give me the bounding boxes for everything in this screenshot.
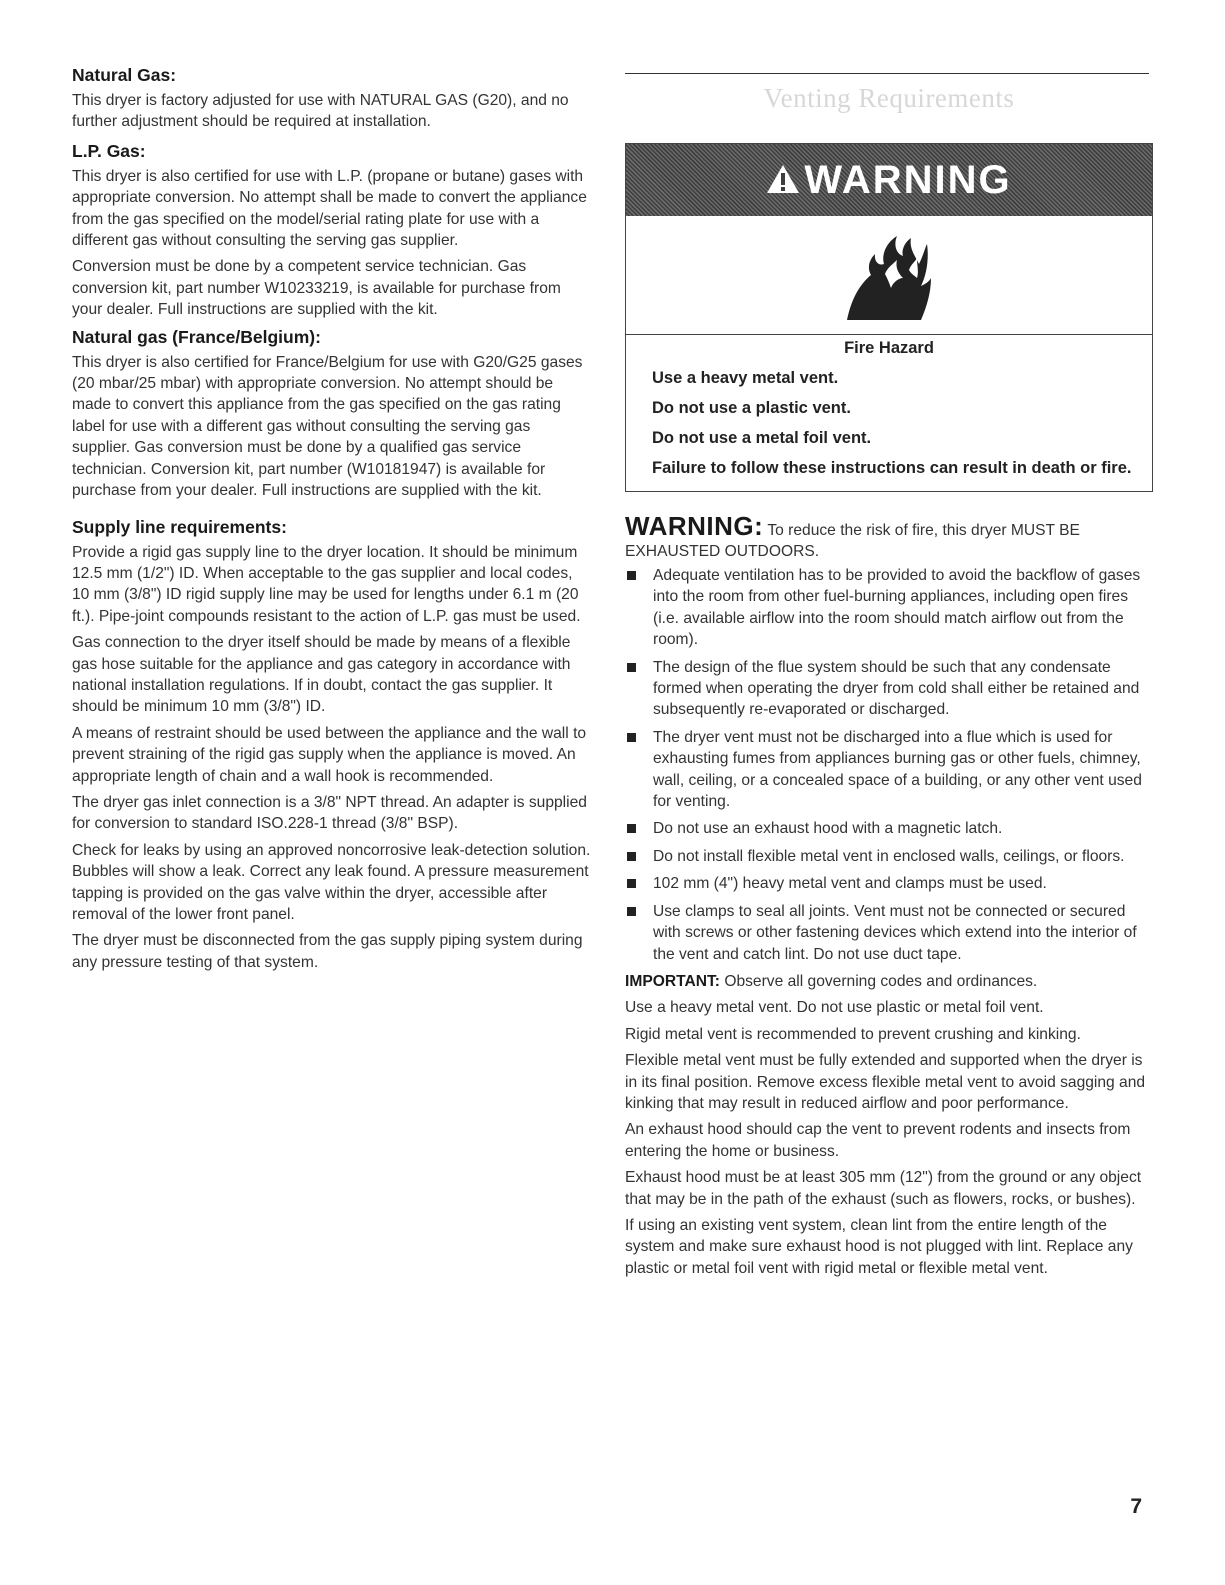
list-item: Adequate ventilation has to be provided to avoid the backflow of gases into the room from other fuel-burning appliances, including open fires (i.e. available airflow into the room should match airflow out from the room).: [625, 565, 1153, 651]
supply-paragraph: Check for leaks by using an approved noncorrosive leak-detection solution. Bubbles will show a leak. Correct any leak found. A pressure measurement tapping is provided on the gas valve within the dryer, accessible after removal of the lower front panel.: [72, 841, 591, 923]
warning-line: Use a heavy metal vent.: [652, 369, 839, 387]
square-bullet-icon: [627, 663, 636, 672]
flame-panel: [626, 216, 1152, 335]
square-bullet-icon: [627, 571, 636, 580]
natural-gas-fb-heading: Natural gas (France/Belgium):: [72, 326, 321, 347]
warning-triangle-icon: [766, 164, 800, 199]
list-item: The dryer vent must not be discharged into a flue which is used for exhausting fumes from appliances burning gas or other fuels, chimney, wall, ceiling, or a concealed space of a building, or any other vent used for venting.: [625, 727, 1153, 813]
supply-paragraph: The dryer gas inlet connection is a 3/8" NPT thread. An adapter is supplied for conversion to standard ISO.228-1 thread (3/8" BSP).: [72, 793, 587, 833]
important-label: IMPORTANT:: [625, 972, 720, 990]
warning-lead-word: WARNING:: [625, 511, 764, 541]
venting-paragraph: Rigid metal vent is recommended to prevent crushing and kinking.: [625, 1025, 1081, 1043]
natural-gas-fb-section: [72, 326, 592, 502]
natural-gas-section: [72, 64, 592, 133]
lp-gas-paragraph: This dryer is also certified for use with L.P. (propane or butane) gases with appropriate conversion. No attempt shall be made to convert the appliance from the gas specified on the model/serial rating plate for use with a different gas without consulting the serving gas supplier.: [72, 167, 587, 250]
square-bullet-icon: [627, 879, 636, 888]
section-title: Venting Requirements: [763, 83, 1015, 113]
venting-paragraph: Exhaust hood must be at least 305 mm (12") from the ground or any object that may be in the path of the exhaust (such as flowers, rocks, or bushes).: [625, 1169, 1142, 1208]
warning-line: Do not use a metal foil vent.: [652, 429, 872, 447]
left-column: [72, 64, 592, 978]
warning-line: Failure to follow these instructions can result in death or fire.: [652, 459, 1132, 477]
flame-icon: [841, 230, 936, 322]
lp-gas-heading: L.P. Gas:: [72, 140, 146, 161]
important-note: [625, 971, 1153, 992]
page-number: 7: [1130, 1495, 1142, 1518]
supply-paragraph: A means of restraint should be used between the appliance and the wall to prevent straining of the rigid gas supply when the appliance is moved. An appropriate length of chain and a wall hook is recommended.: [72, 724, 587, 785]
warning-header-text: WARNING: [804, 157, 1012, 202]
list-item: Use clamps to seal all joints. Vent must not be connected or secured with screws or other fastening devices which extend into the interior of the vent and catch lint. Do not use duct tape.: [625, 901, 1153, 965]
list-item: Do not install flexible metal vent in enclosed walls, ceilings, or floors.: [625, 846, 1153, 867]
supply-paragraph: Gas connection to the dryer itself should be made by means of a flexible gas hose suitable for the appliance and gas category in accordance with national installation regulations. If in doubt, contact the gas supplier. It should be minimum 10 mm (3/8") ID.: [72, 634, 571, 716]
square-bullet-icon: [627, 824, 636, 833]
warning-box: [625, 143, 1153, 492]
important-text: Observe all governing codes and ordinances.: [720, 972, 1038, 990]
fire-hazard-label: Fire Hazard: [844, 339, 934, 357]
supply-paragraph: The dryer must be disconnected from the gas supply piping system during any pressure testing of that system.: [72, 932, 583, 971]
venting-bullet-list: [625, 565, 1153, 965]
list-item: The design of the flue system should be such that any condensate formed when operating the dryer from cold shall either be retained and subsequently re-evaporated or discharged.: [625, 657, 1153, 721]
section-rule: [625, 73, 1149, 74]
venting-paragraph: An exhaust hood should cap the vent to prevent rodents and insects from entering the home or business.: [625, 1121, 1131, 1160]
warning-header: [626, 144, 1152, 216]
natural-gas-paragraph: This dryer is factory adjusted for use with NATURAL GAS (G20), and no further adjustment should be required at installation.: [72, 92, 569, 131]
list-item: 102 mm (4") heavy metal vent and clamps must be used.: [625, 873, 1153, 894]
supply-heading: Supply line requirements:: [72, 516, 287, 537]
list-item: Do not use an exhaust hood with a magnetic latch.: [625, 818, 1153, 839]
venting-paragraph: Flexible metal vent must be fully extended and supported when the dryer is in its final position. Remove excess flexible metal vent to avoid sagging and kinking that may result in reduced airflow and poor performance.: [625, 1052, 1146, 1112]
supply-section: [72, 516, 592, 974]
lp-gas-paragraph: Conversion must be done by a competent service technician. Gas conversion kit, part number W10233219, is available for purchase from your dealer. Full instructions are supplied with the kit.: [72, 258, 561, 319]
square-bullet-icon: [627, 733, 636, 742]
natural-gas-fb-paragraph: This dryer is also certified for France/Belgium for use with G20/G25 gases (20 mbar/25 mbar) with appropriate conversion. No attempt should be made to convert this appliance from the gas specified on the gas rating label for use with a different gas without consulting the serving gas supplier. Gas conversion must be done by a qualified gas service technician. Conversion kit, part number (W10181947) is available for purchase from your dealer. Full instructions are supplied with the kit.: [72, 353, 583, 500]
square-bullet-icon: [627, 852, 636, 861]
warning-lead: [625, 511, 1153, 562]
warning-lead-text: To reduce the risk of fire, this dryer MUST BE EXHAUSTED OUTDOORS.: [625, 522, 1080, 560]
lp-gas-section: [72, 140, 592, 321]
right-column: [625, 64, 1153, 1284]
supply-paragraph: Provide a rigid gas supply line to the dryer location. It should be minimum 12.5 mm (1/2") ID. When acceptable to the gas supplier and local codes, 10 mm (3/8") ID rigid supply line may be used for lengths under 6.1 m (20 ft.). Pipe-joint compounds resistant to the action of L.P. gas must be used.: [72, 543, 581, 625]
venting-paragraph: Use a heavy metal vent. Do not use plastic or metal foil vent.: [625, 999, 1044, 1017]
natural-gas-heading: Natural Gas:: [72, 65, 177, 85]
warning-line: Do not use a plastic vent.: [652, 399, 851, 417]
square-bullet-icon: [627, 907, 636, 916]
venting-paragraph: If using an existing vent system, clean lint from the entire length of the system and make sure exhaust hood is not plugged with lint. Replace any plastic or metal foil vent with rigid metal or flexible metal vent.: [625, 1216, 1133, 1277]
